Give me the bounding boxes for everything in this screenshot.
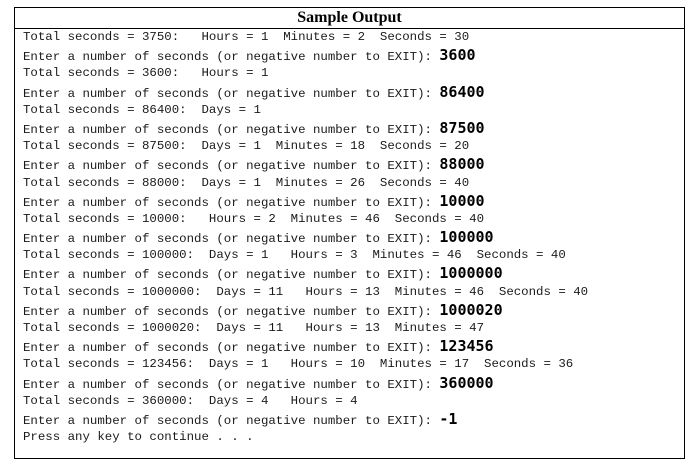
console-line-text: Total seconds = 3600: Hours = 1	[23, 66, 269, 81]
console-line	[23, 337, 680, 355]
console-line	[23, 410, 680, 428]
console-line-text: Enter a number of seconds (or negative number to EXIT):	[23, 50, 440, 65]
user-entry-value: 10000	[439, 191, 485, 210]
console-line-text: Total seconds = 360000: Days = 4 Hours = 4	[23, 393, 358, 408]
console-line	[23, 192, 680, 210]
user-entry-value: 100000	[439, 228, 494, 247]
console-line	[23, 319, 680, 337]
console-line-text: Total seconds = 123456: Days = 1 Hours = 10 Minutes = 17 Seconds = 36	[23, 357, 574, 372]
sample-output-title: Sample Output	[15, 8, 684, 29]
console-line-text: Total seconds = 1000020: Days = 11 Hours = 13 Minutes = 47	[23, 321, 485, 335]
console-line	[23, 301, 680, 319]
console-line-text: Total seconds = 86400: Days = 1	[23, 102, 261, 117]
console-line-text: Enter a number of seconds (or negative number to EXIT):	[23, 304, 440, 319]
console-line-text: Enter a number of seconds (or negative number to EXIT):	[23, 268, 440, 283]
console-line-text: Enter a number of seconds (or negative number to EXIT):	[23, 377, 440, 392]
console-line	[23, 119, 680, 137]
console-line-text: Total seconds = 88000: Days = 1 Minutes = 26 Seconds = 40	[23, 175, 470, 190]
user-entry-value: 1000020	[439, 300, 503, 319]
console-line-text: Total seconds = 3750: Hours = 1 Minutes = 2 Seconds = 30	[23, 30, 470, 44]
console-line-text: Enter a number of seconds (or negative number to EXIT):	[23, 341, 440, 356]
user-entry-value: 1000000	[439, 264, 503, 283]
console-line	[23, 392, 680, 410]
console-line-text: Enter a number of seconds (or negative number to EXIT):	[23, 232, 440, 247]
console-output	[23, 28, 680, 446]
console-line-text: Total seconds = 1000000: Days = 11 Hours = 13 Minutes = 46 Seconds = 40	[23, 284, 589, 299]
console-line	[23, 155, 680, 173]
console-line	[23, 283, 680, 301]
user-entry-value: -1	[439, 409, 458, 428]
console-line	[23, 228, 680, 246]
console-line	[23, 101, 680, 119]
console-line	[23, 46, 680, 64]
user-entry-value: 360000	[439, 373, 494, 392]
console-line	[23, 83, 680, 101]
user-entry-value: 88000	[439, 155, 485, 174]
console-line	[23, 246, 680, 264]
user-entry-value: 87500	[439, 118, 485, 137]
console-line	[23, 210, 680, 228]
console-line	[23, 355, 680, 373]
console-line-text: Press any key to continue . . .	[23, 430, 254, 445]
console-line-text: Total seconds = 100000: Days = 1 Hours = 3 Minutes = 46 Seconds = 40	[23, 248, 566, 263]
user-entry-value: 86400	[439, 82, 485, 101]
console-line-text: Enter a number of seconds (or negative number to EXIT):	[23, 159, 440, 174]
console-line-text: Enter a number of seconds (or negative number to EXIT):	[23, 86, 440, 101]
console-line	[23, 64, 680, 82]
console-line	[23, 428, 680, 446]
console-line-text: Enter a number of seconds (or negative number to EXIT):	[23, 195, 440, 210]
console-line-text: Total seconds = 87500: Days = 1 Minutes = 18 Seconds = 20	[23, 139, 470, 154]
console-line	[23, 264, 680, 282]
console-line	[23, 374, 680, 392]
console-line-text: Enter a number of seconds (or negative number to EXIT):	[23, 122, 440, 137]
console-line-text: Enter a number of seconds (or negative number to EXIT):	[23, 413, 440, 428]
user-entry-value: 3600	[439, 46, 476, 65]
console-line	[23, 28, 680, 46]
console-line	[23, 174, 680, 192]
console-line-text: Total seconds = 10000: Hours = 2 Minutes = 46 Seconds = 40	[23, 211, 485, 226]
console-line	[23, 137, 680, 155]
user-entry-value: 123456	[439, 337, 494, 356]
sample-output-box	[14, 7, 685, 459]
